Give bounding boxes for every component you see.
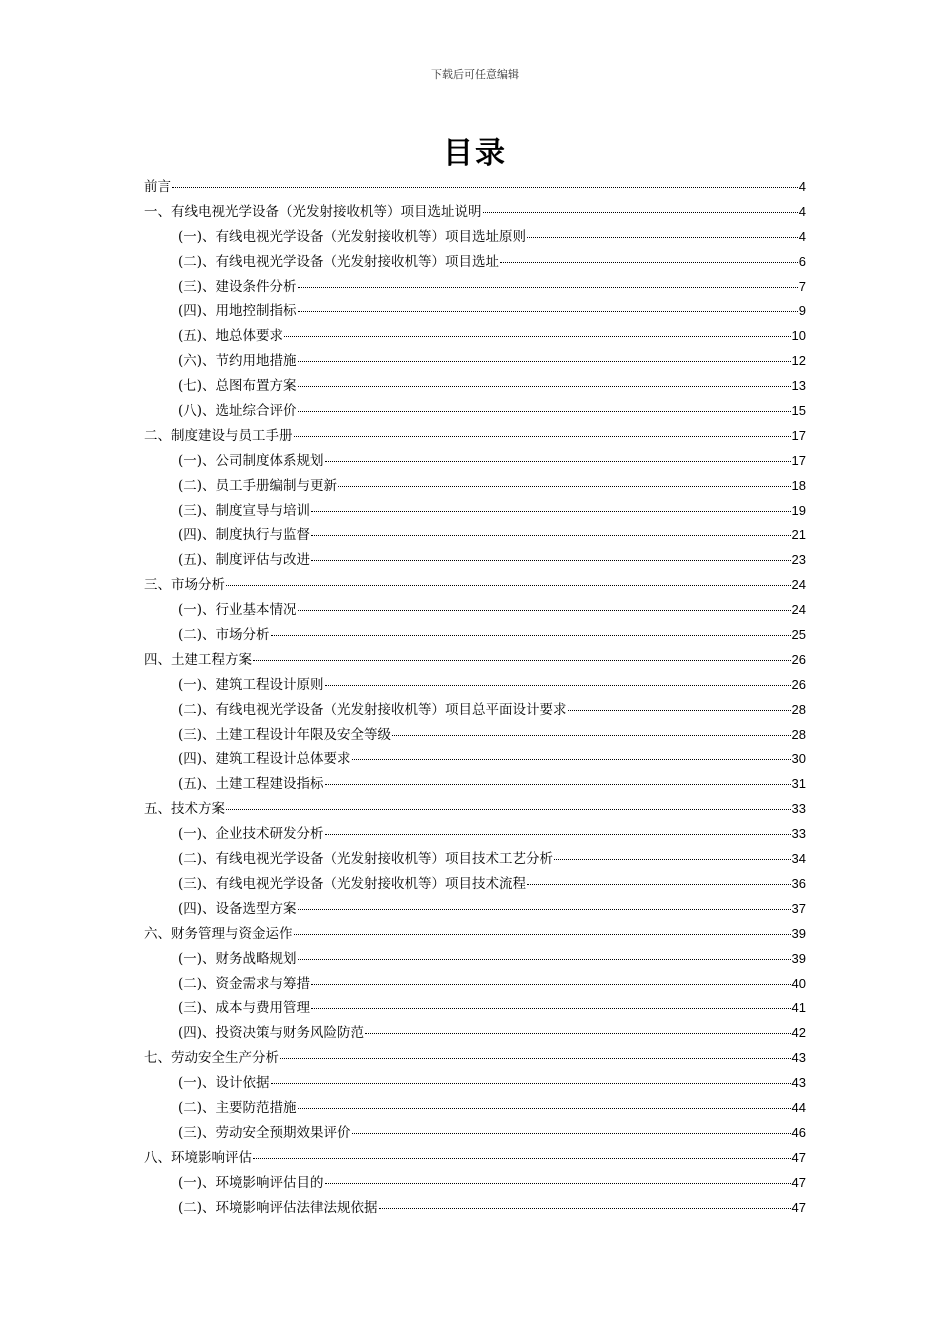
toc-dot-leader bbox=[294, 436, 791, 437]
toc-entry-label: (一)、有线电视光学设备（光发射接收机等）项目选址原则 bbox=[178, 228, 527, 245]
toc-entry-label: (一)、建筑工程设计原则 bbox=[178, 676, 324, 693]
toc-dot-leader bbox=[284, 336, 790, 337]
toc-entry-page: 17 bbox=[791, 427, 806, 443]
toc-dot-leader bbox=[325, 1183, 791, 1184]
toc-dot-leader bbox=[379, 1208, 791, 1209]
toc-entry-label: (二)、市场分析 bbox=[178, 627, 270, 644]
toc-entry-page: 44 bbox=[791, 1099, 806, 1115]
toc-dot-leader bbox=[298, 311, 798, 312]
toc-entry[interactable] bbox=[144, 275, 806, 300]
toc-entry-label: (八)、选址综合评价 bbox=[178, 403, 297, 420]
toc-entry-page: 31 bbox=[791, 776, 806, 792]
toc-dot-leader bbox=[527, 237, 798, 238]
toc-entry-page: 46 bbox=[791, 1124, 806, 1140]
toc-entry-page: 30 bbox=[791, 751, 806, 767]
toc-dot-leader bbox=[172, 187, 798, 188]
toc-dot-leader bbox=[392, 735, 790, 736]
toc-entry[interactable] bbox=[144, 1021, 806, 1046]
toc-dot-leader bbox=[298, 909, 791, 910]
toc-entry-label: (六)、节约用地措施 bbox=[178, 353, 297, 370]
toc-dot-leader bbox=[527, 884, 790, 885]
toc-entry-page: 33 bbox=[791, 826, 806, 842]
toc-entry-label: (二)、员工手册编制与更新 bbox=[178, 477, 338, 494]
toc-entry-label: (五)、地总体要求 bbox=[178, 328, 284, 345]
toc-entry-label: (二)、有线电视光学设备（光发射接收机等）项目选址 bbox=[178, 253, 500, 270]
toc-entry-page: 24 bbox=[791, 577, 806, 593]
toc-entry-page: 10 bbox=[791, 328, 806, 344]
toc-entry-page: 21 bbox=[791, 527, 806, 543]
toc-entry[interactable] bbox=[144, 523, 806, 548]
toc-dot-leader bbox=[338, 486, 790, 487]
toc-entry-label: (二)、有线电视光学设备（光发射接收机等）项目总平面设计要求 bbox=[178, 701, 567, 718]
toc-entry[interactable] bbox=[144, 449, 806, 474]
toc-dot-leader bbox=[311, 535, 790, 536]
toc-entry-page: 36 bbox=[791, 875, 806, 891]
toc-dot-leader bbox=[298, 361, 791, 362]
toc-dot-leader bbox=[483, 212, 798, 213]
toc-entry-label: 一、有线电视光学设备（光发射接收机等）项目选址说明 bbox=[144, 203, 482, 220]
toc-entry-label: (四)、建筑工程设计总体要求 bbox=[178, 751, 351, 768]
toc-entry-page: 19 bbox=[791, 502, 806, 518]
toc-entry-page: 24 bbox=[791, 602, 806, 618]
toc-entry-label: 二、制度建设与员工手册 bbox=[144, 427, 293, 444]
toc-entry-label: (四)、用地控制指标 bbox=[178, 303, 297, 320]
toc-entry-label: (二)、主要防范措施 bbox=[178, 1099, 297, 1116]
toc-entry[interactable] bbox=[144, 1046, 806, 1071]
toc-entry-page: 39 bbox=[791, 950, 806, 966]
toc-dot-leader bbox=[226, 585, 791, 586]
toc-entry-page: 47 bbox=[791, 1149, 806, 1165]
toc-entry[interactable] bbox=[144, 474, 806, 499]
toc-entry[interactable] bbox=[144, 1171, 806, 1196]
toc-entry-page: 37 bbox=[791, 900, 806, 916]
toc-entry[interactable] bbox=[144, 1121, 806, 1146]
toc-entry[interactable] bbox=[144, 772, 806, 797]
toc-entry-label: (七)、总图布置方案 bbox=[178, 378, 297, 395]
toc-entry[interactable] bbox=[144, 499, 806, 524]
toc-entry[interactable] bbox=[144, 598, 806, 623]
toc-dot-leader bbox=[365, 1033, 790, 1034]
toc-entry-label: (二)、资金需求与筹措 bbox=[178, 975, 311, 992]
toc-entry-page: 6 bbox=[798, 253, 806, 269]
toc-entry[interactable] bbox=[144, 648, 806, 673]
toc-entry-label: (四)、设备选型方案 bbox=[178, 900, 297, 917]
toc-entry-page: 15 bbox=[791, 403, 806, 419]
toc-entry-page: 12 bbox=[791, 353, 806, 369]
toc-entry[interactable] bbox=[144, 573, 806, 598]
toc-entry-label: (五)、制度评估与改进 bbox=[178, 552, 311, 569]
toc-dot-leader bbox=[500, 262, 798, 263]
toc-entry[interactable] bbox=[144, 747, 806, 772]
toc-entry[interactable] bbox=[144, 1071, 806, 1096]
toc-dot-leader bbox=[325, 784, 791, 785]
toc-entry[interactable] bbox=[144, 548, 806, 573]
toc-entry[interactable] bbox=[144, 872, 806, 897]
toc-entry-page: 40 bbox=[791, 975, 806, 991]
toc-entry-page: 43 bbox=[791, 1050, 806, 1066]
toc-entry[interactable] bbox=[144, 399, 806, 424]
toc-entry-label: 四、土建工程方案 bbox=[144, 651, 252, 668]
toc-dot-leader bbox=[226, 809, 791, 810]
toc-entry-page: 18 bbox=[791, 477, 806, 493]
toc-dot-leader bbox=[311, 984, 790, 985]
toc-entry[interactable] bbox=[144, 250, 806, 275]
toc-dot-leader bbox=[311, 1008, 790, 1009]
toc-entry[interactable] bbox=[144, 822, 806, 847]
toc-dot-leader bbox=[298, 959, 791, 960]
toc-entry-page: 47 bbox=[791, 1174, 806, 1190]
toc-entry-label: (三)、土建工程设计年限及安全等级 bbox=[178, 726, 392, 743]
toc-entry-label: 五、技术方案 bbox=[144, 801, 225, 818]
toc-entry[interactable] bbox=[144, 847, 806, 872]
toc-entry[interactable] bbox=[144, 723, 806, 748]
toc-entry-label: (一)、公司制度体系规划 bbox=[178, 452, 324, 469]
toc-entry-page: 28 bbox=[791, 726, 806, 742]
toc-entry-label: (二)、环境影响评估法律法规依据 bbox=[178, 1199, 378, 1216]
toc-entry-label: (三)、制度宣导与培训 bbox=[178, 502, 311, 519]
toc-entry[interactable] bbox=[144, 299, 806, 324]
toc-entry[interactable] bbox=[144, 424, 806, 449]
toc-entry[interactable] bbox=[144, 947, 806, 972]
toc-entry-page: 28 bbox=[791, 701, 806, 717]
toc-dot-leader bbox=[253, 660, 791, 661]
toc-entry[interactable] bbox=[144, 324, 806, 349]
toc-entry[interactable] bbox=[144, 1146, 806, 1171]
toc-entry-label: 八、环境影响评估 bbox=[144, 1149, 252, 1166]
toc-dot-leader bbox=[298, 386, 791, 387]
toc-entry-label: (一)、企业技术研发分析 bbox=[178, 826, 324, 843]
toc-entry[interactable] bbox=[144, 1196, 806, 1221]
toc-dot-leader bbox=[311, 511, 790, 512]
toc-entry-label: 六、财务管理与资金运作 bbox=[144, 925, 293, 942]
toc-entry-page: 34 bbox=[791, 851, 806, 867]
toc-entry[interactable] bbox=[144, 200, 806, 225]
toc-dot-leader bbox=[298, 411, 791, 412]
toc-entry[interactable] bbox=[144, 623, 806, 648]
toc-entry[interactable] bbox=[144, 698, 806, 723]
toc-entry-label: (一)、财务战略规划 bbox=[178, 950, 297, 967]
toc-entry-page: 7 bbox=[798, 278, 806, 294]
toc-dot-leader bbox=[280, 1058, 791, 1059]
toc-dot-leader bbox=[298, 1108, 791, 1109]
toc-entry[interactable] bbox=[144, 897, 806, 922]
toc-dot-leader bbox=[554, 859, 790, 860]
toc-entry[interactable] bbox=[144, 225, 806, 250]
toc-entry-label: (一)、行业基本情况 bbox=[178, 602, 297, 619]
toc-entry-label: (五)、土建工程建设指标 bbox=[178, 776, 324, 793]
toc-entry-page: 26 bbox=[791, 651, 806, 667]
toc-entry[interactable] bbox=[144, 797, 806, 822]
toc-entry-page: 13 bbox=[791, 378, 806, 394]
toc-entry-label: (三)、建设条件分析 bbox=[178, 278, 297, 295]
toc-entry-page: 4 bbox=[798, 203, 806, 219]
toc-dot-leader bbox=[271, 1083, 791, 1084]
toc-entry-page: 17 bbox=[791, 452, 806, 468]
toc-dot-leader bbox=[325, 834, 791, 835]
toc-entry-label: 三、市场分析 bbox=[144, 577, 225, 594]
toc-dot-leader bbox=[253, 1158, 791, 1159]
toc-entry-label: 前言 bbox=[144, 179, 171, 195]
toc-entry-label: (一)、环境影响评估目的 bbox=[178, 1174, 324, 1191]
toc-dot-leader bbox=[298, 287, 798, 288]
toc-entry-page: 9 bbox=[798, 303, 806, 319]
toc-entry-page: 43 bbox=[791, 1075, 806, 1091]
toc-entry-page: 4 bbox=[798, 228, 806, 244]
toc-entry[interactable] bbox=[144, 374, 806, 399]
toc-dot-leader bbox=[352, 1133, 791, 1134]
toc-dot-leader bbox=[325, 461, 791, 462]
toc-dot-leader bbox=[311, 560, 790, 561]
toc-dot-leader bbox=[568, 710, 791, 711]
toc-entry-label: 七、劳动安全生产分析 bbox=[144, 1050, 279, 1067]
toc-entry-label: (四)、制度执行与监督 bbox=[178, 527, 311, 544]
table-of-contents bbox=[144, 175, 806, 1220]
toc-entry-label: (三)、有线电视光学设备（光发射接收机等）项目技术流程 bbox=[178, 875, 527, 892]
toc-entry-label: (四)、投资决策与财务风险防范 bbox=[178, 1025, 365, 1042]
toc-dot-leader bbox=[325, 685, 791, 686]
toc-entry-page: 41 bbox=[791, 1000, 806, 1016]
toc-entry-page: 42 bbox=[791, 1025, 806, 1041]
toc-entry-page: 23 bbox=[791, 552, 806, 568]
toc-dot-leader bbox=[298, 610, 791, 611]
toc-entry[interactable] bbox=[144, 1096, 806, 1121]
toc-entry-page: 47 bbox=[791, 1199, 806, 1215]
toc-entry-label: (二)、有线电视光学设备（光发射接收机等）项目技术工艺分析 bbox=[178, 851, 554, 868]
toc-entry[interactable] bbox=[144, 673, 806, 698]
toc-entry[interactable] bbox=[144, 175, 806, 200]
page-title: 目录 bbox=[443, 136, 507, 171]
toc-entry-label: (一)、设计依据 bbox=[178, 1075, 270, 1092]
toc-entry-page: 33 bbox=[791, 801, 806, 817]
toc-dot-leader bbox=[352, 759, 791, 760]
toc-dot-leader bbox=[294, 934, 791, 935]
toc-entry-page: 25 bbox=[791, 627, 806, 643]
toc-entry-page: 4 bbox=[798, 179, 806, 194]
toc-entry-label: (三)、劳动安全预期效果评价 bbox=[178, 1124, 351, 1141]
toc-entry-page: 39 bbox=[791, 925, 806, 941]
toc-entry[interactable] bbox=[144, 922, 806, 947]
toc-entry[interactable] bbox=[144, 972, 806, 997]
page-header: 下载后可任意编辑 bbox=[431, 68, 519, 81]
toc-entry[interactable] bbox=[144, 996, 806, 1021]
toc-entry[interactable] bbox=[144, 349, 806, 374]
toc-dot-leader bbox=[271, 635, 791, 636]
toc-entry-page: 26 bbox=[791, 676, 806, 692]
toc-entry-label: (三)、成本与费用管理 bbox=[178, 1000, 311, 1017]
